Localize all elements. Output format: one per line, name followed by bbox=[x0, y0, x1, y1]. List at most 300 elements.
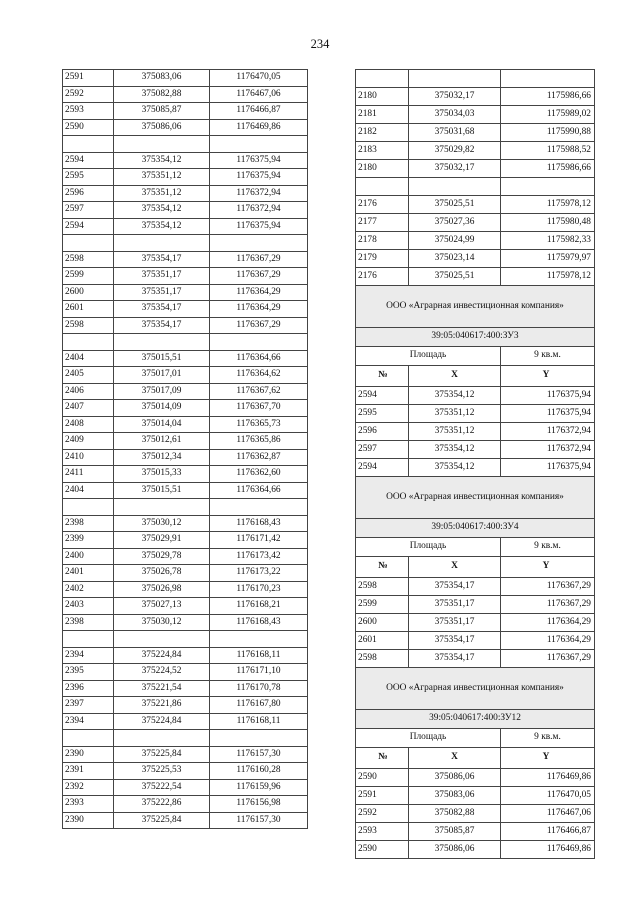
x-coordinate-cell: 375025,51 bbox=[409, 268, 501, 286]
point-number-cell: 2599 bbox=[63, 268, 114, 285]
table-row bbox=[63, 532, 308, 549]
table-row bbox=[356, 823, 595, 841]
y-coordinate-cell: 1176365,86 bbox=[210, 433, 308, 450]
table-row bbox=[356, 178, 595, 196]
point-number-cell: 2594 bbox=[63, 218, 114, 235]
y-coordinate-cell: 1176173,22 bbox=[210, 565, 308, 582]
x-coordinate-cell: 375351,12 bbox=[114, 169, 210, 186]
table-row bbox=[63, 548, 308, 565]
point-number-cell: 2595 bbox=[63, 169, 114, 186]
point-number-cell: 2407 bbox=[63, 400, 114, 417]
y-coordinate-cell: 1176469,86 bbox=[501, 769, 595, 787]
point-number-cell: 2183 bbox=[356, 142, 409, 160]
table-row bbox=[63, 334, 308, 351]
area-row bbox=[356, 729, 595, 748]
y-coordinate-cell: 1176367,70 bbox=[210, 400, 308, 417]
table-row bbox=[356, 232, 595, 250]
x-coordinate-cell: 375015,33 bbox=[114, 466, 210, 483]
table-row bbox=[356, 387, 595, 405]
y-coordinate-cell: 1176171,42 bbox=[210, 532, 308, 549]
table-row bbox=[63, 136, 308, 153]
y-coordinate-cell: 1176375,94 bbox=[501, 459, 595, 477]
y-coordinate-cell bbox=[501, 178, 595, 196]
table-row bbox=[356, 596, 595, 614]
y-coordinate-cell: 1176364,66 bbox=[210, 482, 308, 499]
column-header-number: № bbox=[356, 366, 409, 387]
point-number-cell: 2593 bbox=[356, 823, 409, 841]
table-row bbox=[63, 730, 308, 747]
x-coordinate-cell: 375086,06 bbox=[409, 841, 501, 859]
point-number-cell: 2390 bbox=[63, 812, 114, 829]
y-coordinate-cell: 1176168,11 bbox=[210, 713, 308, 730]
x-coordinate-cell: 375025,51 bbox=[409, 196, 501, 214]
table-row bbox=[63, 317, 308, 334]
point-number-cell: 2391 bbox=[63, 763, 114, 780]
x-coordinate-cell: 375354,17 bbox=[409, 578, 501, 596]
x-coordinate-cell: 375354,17 bbox=[114, 317, 210, 334]
x-coordinate-cell: 375082,88 bbox=[409, 805, 501, 823]
x-coordinate-cell: 375225,84 bbox=[114, 812, 210, 829]
x-coordinate-cell: 375086,06 bbox=[409, 769, 501, 787]
y-coordinate-cell: 1176372,94 bbox=[210, 185, 308, 202]
x-coordinate-cell: 375224,84 bbox=[114, 647, 210, 664]
y-coordinate-cell: 1175982,33 bbox=[501, 232, 595, 250]
point-number-cell: 2594 bbox=[356, 387, 409, 405]
point-number-cell: 2396 bbox=[63, 680, 114, 697]
point-number-cell: 2398 bbox=[63, 614, 114, 631]
point-number-cell: 2409 bbox=[63, 433, 114, 450]
point-number-cell: 2403 bbox=[63, 598, 114, 615]
x-coordinate-cell: 375351,17 bbox=[409, 614, 501, 632]
point-number-cell: 2411 bbox=[63, 466, 114, 483]
x-coordinate-cell: 375014,04 bbox=[114, 416, 210, 433]
y-coordinate-cell: 1176367,29 bbox=[210, 317, 308, 334]
y-coordinate-cell: 1176469,86 bbox=[210, 119, 308, 136]
x-coordinate-cell: 375222,86 bbox=[114, 796, 210, 813]
y-coordinate-cell: 1176364,29 bbox=[501, 632, 595, 650]
table-row bbox=[63, 713, 308, 730]
table-row bbox=[356, 268, 595, 286]
point-number-cell: 2597 bbox=[63, 202, 114, 219]
point-number-cell: 2176 bbox=[356, 268, 409, 286]
y-coordinate-cell: 1175986,66 bbox=[501, 160, 595, 178]
x-coordinate-cell: 375086,06 bbox=[114, 119, 210, 136]
x-coordinate-cell bbox=[409, 70, 501, 88]
x-coordinate-cell bbox=[114, 235, 210, 252]
point-number-cell: 2178 bbox=[356, 232, 409, 250]
x-coordinate-cell: 375032,17 bbox=[409, 160, 501, 178]
x-coordinate-cell: 375032,17 bbox=[409, 88, 501, 106]
x-coordinate-cell: 375354,12 bbox=[409, 441, 501, 459]
y-coordinate-cell: 1176170,23 bbox=[210, 581, 308, 598]
area-label: Площадь bbox=[356, 538, 501, 557]
point-number-cell: 2590 bbox=[356, 841, 409, 859]
column-header-row bbox=[356, 366, 595, 387]
table-row bbox=[63, 86, 308, 103]
y-coordinate-cell: 1176168,21 bbox=[210, 598, 308, 615]
point-number-cell: 2410 bbox=[63, 449, 114, 466]
column-header-y: Y bbox=[501, 748, 595, 769]
x-coordinate-cell: 375027,13 bbox=[114, 598, 210, 615]
x-coordinate-cell: 375351,17 bbox=[409, 596, 501, 614]
table-row bbox=[356, 578, 595, 596]
x-coordinate-cell: 375034,03 bbox=[409, 106, 501, 124]
column-header-x: X bbox=[409, 748, 501, 769]
table-row bbox=[63, 581, 308, 598]
point-number-cell: 2401 bbox=[63, 565, 114, 582]
y-coordinate-cell bbox=[210, 235, 308, 252]
x-coordinate-cell bbox=[114, 730, 210, 747]
x-coordinate-cell: 375031,68 bbox=[409, 124, 501, 142]
y-coordinate-cell bbox=[210, 631, 308, 648]
y-coordinate-cell: 1176173,42 bbox=[210, 548, 308, 565]
point-number-cell: 2591 bbox=[356, 787, 409, 805]
x-coordinate-cell: 375083,06 bbox=[114, 70, 210, 87]
point-number-cell: 2394 bbox=[63, 713, 114, 730]
y-coordinate-cell: 1176372,94 bbox=[210, 202, 308, 219]
table-row bbox=[63, 697, 308, 714]
x-coordinate-cell: 375029,91 bbox=[114, 532, 210, 549]
page-number: 234 bbox=[310, 37, 330, 51]
x-coordinate-cell: 375017,01 bbox=[114, 367, 210, 384]
point-number-cell: 2592 bbox=[356, 805, 409, 823]
point-number-cell bbox=[63, 631, 114, 648]
table-row bbox=[63, 152, 308, 169]
table-row bbox=[356, 124, 595, 142]
y-coordinate-cell: 1176157,30 bbox=[210, 746, 308, 763]
point-number-cell: 2598 bbox=[63, 251, 114, 268]
y-coordinate-cell: 1175989,02 bbox=[501, 106, 595, 124]
x-coordinate-cell: 375017,09 bbox=[114, 383, 210, 400]
table-row bbox=[63, 169, 308, 186]
area-label: Площадь bbox=[356, 347, 501, 366]
table-row bbox=[63, 515, 308, 532]
x-coordinate-cell: 375354,17 bbox=[409, 632, 501, 650]
table-row bbox=[63, 647, 308, 664]
point-number-cell: 2400 bbox=[63, 548, 114, 565]
y-coordinate-cell: 1176364,66 bbox=[210, 350, 308, 367]
point-number-cell: 2600 bbox=[356, 614, 409, 632]
y-coordinate-cell: 1176362,87 bbox=[210, 449, 308, 466]
table-row bbox=[63, 350, 308, 367]
point-number-cell: 2601 bbox=[356, 632, 409, 650]
y-coordinate-cell: 1176364,29 bbox=[501, 614, 595, 632]
x-coordinate-cell: 375082,88 bbox=[114, 86, 210, 103]
y-coordinate-cell: 1176367,29 bbox=[210, 268, 308, 285]
point-number-cell: 2596 bbox=[356, 423, 409, 441]
x-coordinate-cell: 375354,17 bbox=[409, 650, 501, 668]
point-number-cell: 2393 bbox=[63, 796, 114, 813]
cadastral-row bbox=[356, 328, 595, 347]
area-value: 9 кв.м. bbox=[501, 347, 595, 366]
point-number-cell: 2408 bbox=[63, 416, 114, 433]
x-coordinate-cell: 375354,17 bbox=[114, 251, 210, 268]
point-number-cell: 2594 bbox=[63, 152, 114, 169]
table-row bbox=[63, 383, 308, 400]
point-number-cell: 2600 bbox=[63, 284, 114, 301]
x-coordinate-cell: 375012,34 bbox=[114, 449, 210, 466]
point-number-cell: 2398 bbox=[63, 515, 114, 532]
column-header-number: № bbox=[356, 748, 409, 769]
column-header-row bbox=[356, 557, 595, 578]
column-header-number: № bbox=[356, 557, 409, 578]
area-value: 9 кв.м. bbox=[501, 729, 595, 748]
column-header-y: Y bbox=[501, 557, 595, 578]
x-coordinate-cell: 375015,51 bbox=[114, 350, 210, 367]
point-number-cell: 2179 bbox=[356, 250, 409, 268]
x-coordinate-cell: 375024,99 bbox=[409, 232, 501, 250]
table-row bbox=[63, 119, 308, 136]
y-coordinate-cell: 1176365,73 bbox=[210, 416, 308, 433]
table-row bbox=[63, 416, 308, 433]
table-row bbox=[63, 614, 308, 631]
area-row bbox=[356, 347, 595, 366]
table-row bbox=[356, 423, 595, 441]
point-number-cell: 2591 bbox=[63, 70, 114, 87]
point-number-cell: 2394 bbox=[63, 647, 114, 664]
point-number-cell: 2181 bbox=[356, 106, 409, 124]
y-coordinate-cell: 1176367,29 bbox=[501, 596, 595, 614]
area-row bbox=[356, 538, 595, 557]
point-number-cell: 2594 bbox=[356, 459, 409, 477]
x-coordinate-cell: 375351,17 bbox=[114, 268, 210, 285]
y-coordinate-cell: 1176159,96 bbox=[210, 779, 308, 796]
table-row bbox=[63, 499, 308, 516]
x-coordinate-cell: 375354,17 bbox=[114, 301, 210, 318]
table-row bbox=[63, 746, 308, 763]
y-coordinate-cell: 1176375,94 bbox=[210, 152, 308, 169]
y-coordinate-cell bbox=[501, 70, 595, 88]
table-row bbox=[356, 632, 595, 650]
company-row bbox=[356, 286, 595, 328]
point-number-cell: 2405 bbox=[63, 367, 114, 384]
y-coordinate-cell: 1176375,94 bbox=[210, 218, 308, 235]
point-number-cell bbox=[63, 235, 114, 252]
point-number-cell: 2601 bbox=[63, 301, 114, 318]
company-row bbox=[356, 668, 595, 710]
table-row bbox=[356, 787, 595, 805]
x-coordinate-cell: 375085,87 bbox=[409, 823, 501, 841]
table-row bbox=[63, 70, 308, 87]
y-coordinate-cell: 1175986,66 bbox=[501, 88, 595, 106]
point-number-cell: 2180 bbox=[356, 160, 409, 178]
x-coordinate-cell bbox=[114, 136, 210, 153]
x-coordinate-cell: 375354,12 bbox=[409, 459, 501, 477]
table-row bbox=[356, 805, 595, 823]
point-number-cell: 2596 bbox=[63, 185, 114, 202]
point-number-cell: 2599 bbox=[356, 596, 409, 614]
y-coordinate-cell: 1176157,30 bbox=[210, 812, 308, 829]
y-coordinate-cell: 1176171,10 bbox=[210, 664, 308, 681]
x-coordinate-cell: 375026,78 bbox=[114, 565, 210, 582]
table-row bbox=[356, 650, 595, 668]
table-row bbox=[356, 106, 595, 124]
table-row bbox=[63, 664, 308, 681]
cadastral-row bbox=[356, 519, 595, 538]
y-coordinate-cell: 1176367,62 bbox=[210, 383, 308, 400]
x-coordinate-cell: 375012,61 bbox=[114, 433, 210, 450]
y-coordinate-cell bbox=[210, 499, 308, 516]
x-coordinate-cell: 375030,12 bbox=[114, 515, 210, 532]
table-row bbox=[356, 841, 595, 859]
y-coordinate-cell: 1176372,94 bbox=[501, 423, 595, 441]
table-row bbox=[356, 160, 595, 178]
table-row bbox=[63, 680, 308, 697]
x-coordinate-cell: 375085,87 bbox=[114, 103, 210, 120]
point-number-cell: 2399 bbox=[63, 532, 114, 549]
y-coordinate-cell: 1176156,98 bbox=[210, 796, 308, 813]
y-coordinate-cell: 1176367,29 bbox=[501, 578, 595, 596]
y-coordinate-cell bbox=[210, 730, 308, 747]
table-row bbox=[63, 449, 308, 466]
point-number-cell: 2392 bbox=[63, 779, 114, 796]
y-coordinate-cell: 1176168,43 bbox=[210, 515, 308, 532]
x-coordinate-cell: 375029,78 bbox=[114, 548, 210, 565]
table-row bbox=[63, 466, 308, 483]
x-coordinate-cell: 375027,36 bbox=[409, 214, 501, 232]
table-row bbox=[356, 405, 595, 423]
y-coordinate-cell: 1176466,87 bbox=[501, 823, 595, 841]
x-coordinate-cell: 375029,82 bbox=[409, 142, 501, 160]
point-number-cell: 2404 bbox=[63, 482, 114, 499]
x-coordinate-cell: 375225,84 bbox=[114, 746, 210, 763]
table-row bbox=[356, 196, 595, 214]
table-row bbox=[63, 598, 308, 615]
x-coordinate-cell: 375225,53 bbox=[114, 763, 210, 780]
cadastral-number: 39:05:040617:400:ЗУ4 bbox=[356, 519, 595, 538]
table-row bbox=[63, 103, 308, 120]
table-row bbox=[63, 631, 308, 648]
x-coordinate-cell: 375351,17 bbox=[114, 284, 210, 301]
company-row bbox=[356, 477, 595, 519]
cadastral-number: 39:05:040617:400:ЗУ12 bbox=[356, 710, 595, 729]
company-name: ООО «Аграрная инвестиционная компания» bbox=[356, 477, 595, 519]
x-coordinate-cell: 375354,12 bbox=[114, 152, 210, 169]
y-coordinate-cell: 1176168,43 bbox=[210, 614, 308, 631]
x-coordinate-cell: 375023,14 bbox=[409, 250, 501, 268]
y-coordinate-cell: 1176467,06 bbox=[501, 805, 595, 823]
table-row bbox=[63, 185, 308, 202]
table-row bbox=[63, 202, 308, 219]
x-coordinate-cell: 375351,12 bbox=[114, 185, 210, 202]
point-number-cell bbox=[63, 730, 114, 747]
x-coordinate-cell: 375026,98 bbox=[114, 581, 210, 598]
y-coordinate-cell: 1176466,87 bbox=[210, 103, 308, 120]
x-coordinate-cell: 375221,54 bbox=[114, 680, 210, 697]
y-coordinate-cell: 1176367,29 bbox=[501, 650, 595, 668]
y-coordinate-cell: 1176170,78 bbox=[210, 680, 308, 697]
y-coordinate-cell: 1176364,29 bbox=[210, 301, 308, 318]
y-coordinate-cell: 1175979,97 bbox=[501, 250, 595, 268]
table-row bbox=[63, 565, 308, 582]
table-row bbox=[63, 812, 308, 829]
table-row bbox=[356, 142, 595, 160]
company-name: ООО «Аграрная инвестиционная компания» bbox=[356, 668, 595, 710]
column-header-y: Y bbox=[501, 366, 595, 387]
column-header-row bbox=[356, 748, 595, 769]
x-coordinate-cell: 375354,12 bbox=[114, 218, 210, 235]
point-number-cell bbox=[356, 178, 409, 196]
table-row bbox=[356, 214, 595, 232]
table-row bbox=[356, 614, 595, 632]
table-row bbox=[63, 433, 308, 450]
area-value: 9 кв.м. bbox=[501, 538, 595, 557]
x-coordinate-cell: 375354,12 bbox=[114, 202, 210, 219]
y-coordinate-cell: 1175978,12 bbox=[501, 196, 595, 214]
company-name: ООО «Аграрная инвестиционная компания» bbox=[356, 286, 595, 328]
table-row bbox=[356, 769, 595, 787]
y-coordinate-cell: 1175978,12 bbox=[501, 268, 595, 286]
point-number-cell: 2397 bbox=[63, 697, 114, 714]
y-coordinate-cell bbox=[210, 136, 308, 153]
y-coordinate-cell: 1176168,11 bbox=[210, 647, 308, 664]
table-row bbox=[63, 367, 308, 384]
y-coordinate-cell: 1176364,62 bbox=[210, 367, 308, 384]
table-row bbox=[63, 763, 308, 780]
table-row bbox=[356, 70, 595, 88]
table-row bbox=[63, 779, 308, 796]
point-number-cell bbox=[356, 70, 409, 88]
y-coordinate-cell: 1176375,94 bbox=[210, 169, 308, 186]
point-number-cell: 2390 bbox=[63, 746, 114, 763]
point-number-cell: 2406 bbox=[63, 383, 114, 400]
cadastral-row bbox=[356, 710, 595, 729]
table-row bbox=[63, 268, 308, 285]
x-coordinate-cell: 375354,12 bbox=[409, 387, 501, 405]
x-coordinate-cell: 375224,52 bbox=[114, 664, 210, 681]
column-header-x: X bbox=[409, 557, 501, 578]
y-coordinate-cell: 1176367,29 bbox=[210, 251, 308, 268]
point-number-cell: 2176 bbox=[356, 196, 409, 214]
point-number-cell: 2402 bbox=[63, 581, 114, 598]
x-coordinate-cell: 375351,12 bbox=[409, 423, 501, 441]
point-number-cell: 2180 bbox=[356, 88, 409, 106]
point-number-cell: 2598 bbox=[63, 317, 114, 334]
coordinates-table-left bbox=[62, 69, 308, 829]
point-number-cell: 2595 bbox=[356, 405, 409, 423]
x-coordinate-cell bbox=[409, 178, 501, 196]
x-coordinate-cell: 375221,86 bbox=[114, 697, 210, 714]
y-coordinate-cell: 1176160,28 bbox=[210, 763, 308, 780]
x-coordinate-cell: 375015,51 bbox=[114, 482, 210, 499]
point-number-cell bbox=[63, 136, 114, 153]
table-row bbox=[63, 796, 308, 813]
cadastral-number: 39:05:040617:400:ЗУ3 bbox=[356, 328, 595, 347]
y-coordinate-cell: 1176167,80 bbox=[210, 697, 308, 714]
table-row bbox=[356, 441, 595, 459]
y-coordinate-cell: 1176470,05 bbox=[501, 787, 595, 805]
x-coordinate-cell bbox=[114, 631, 210, 648]
point-number-cell bbox=[63, 334, 114, 351]
x-coordinate-cell bbox=[114, 334, 210, 351]
table-row bbox=[356, 250, 595, 268]
x-coordinate-cell: 375224,84 bbox=[114, 713, 210, 730]
x-coordinate-cell: 375083,06 bbox=[409, 787, 501, 805]
table-row bbox=[63, 482, 308, 499]
column-header-x: X bbox=[409, 366, 501, 387]
y-coordinate-cell: 1176364,29 bbox=[210, 284, 308, 301]
table-row bbox=[63, 235, 308, 252]
y-coordinate-cell: 1176375,94 bbox=[501, 387, 595, 405]
x-coordinate-cell: 375030,12 bbox=[114, 614, 210, 631]
point-number-cell: 2590 bbox=[63, 119, 114, 136]
table-row bbox=[356, 459, 595, 477]
point-number-cell: 2598 bbox=[356, 650, 409, 668]
y-coordinate-cell: 1175990,88 bbox=[501, 124, 595, 142]
point-number-cell: 2177 bbox=[356, 214, 409, 232]
table-row bbox=[356, 88, 595, 106]
y-coordinate-cell: 1176372,94 bbox=[501, 441, 595, 459]
